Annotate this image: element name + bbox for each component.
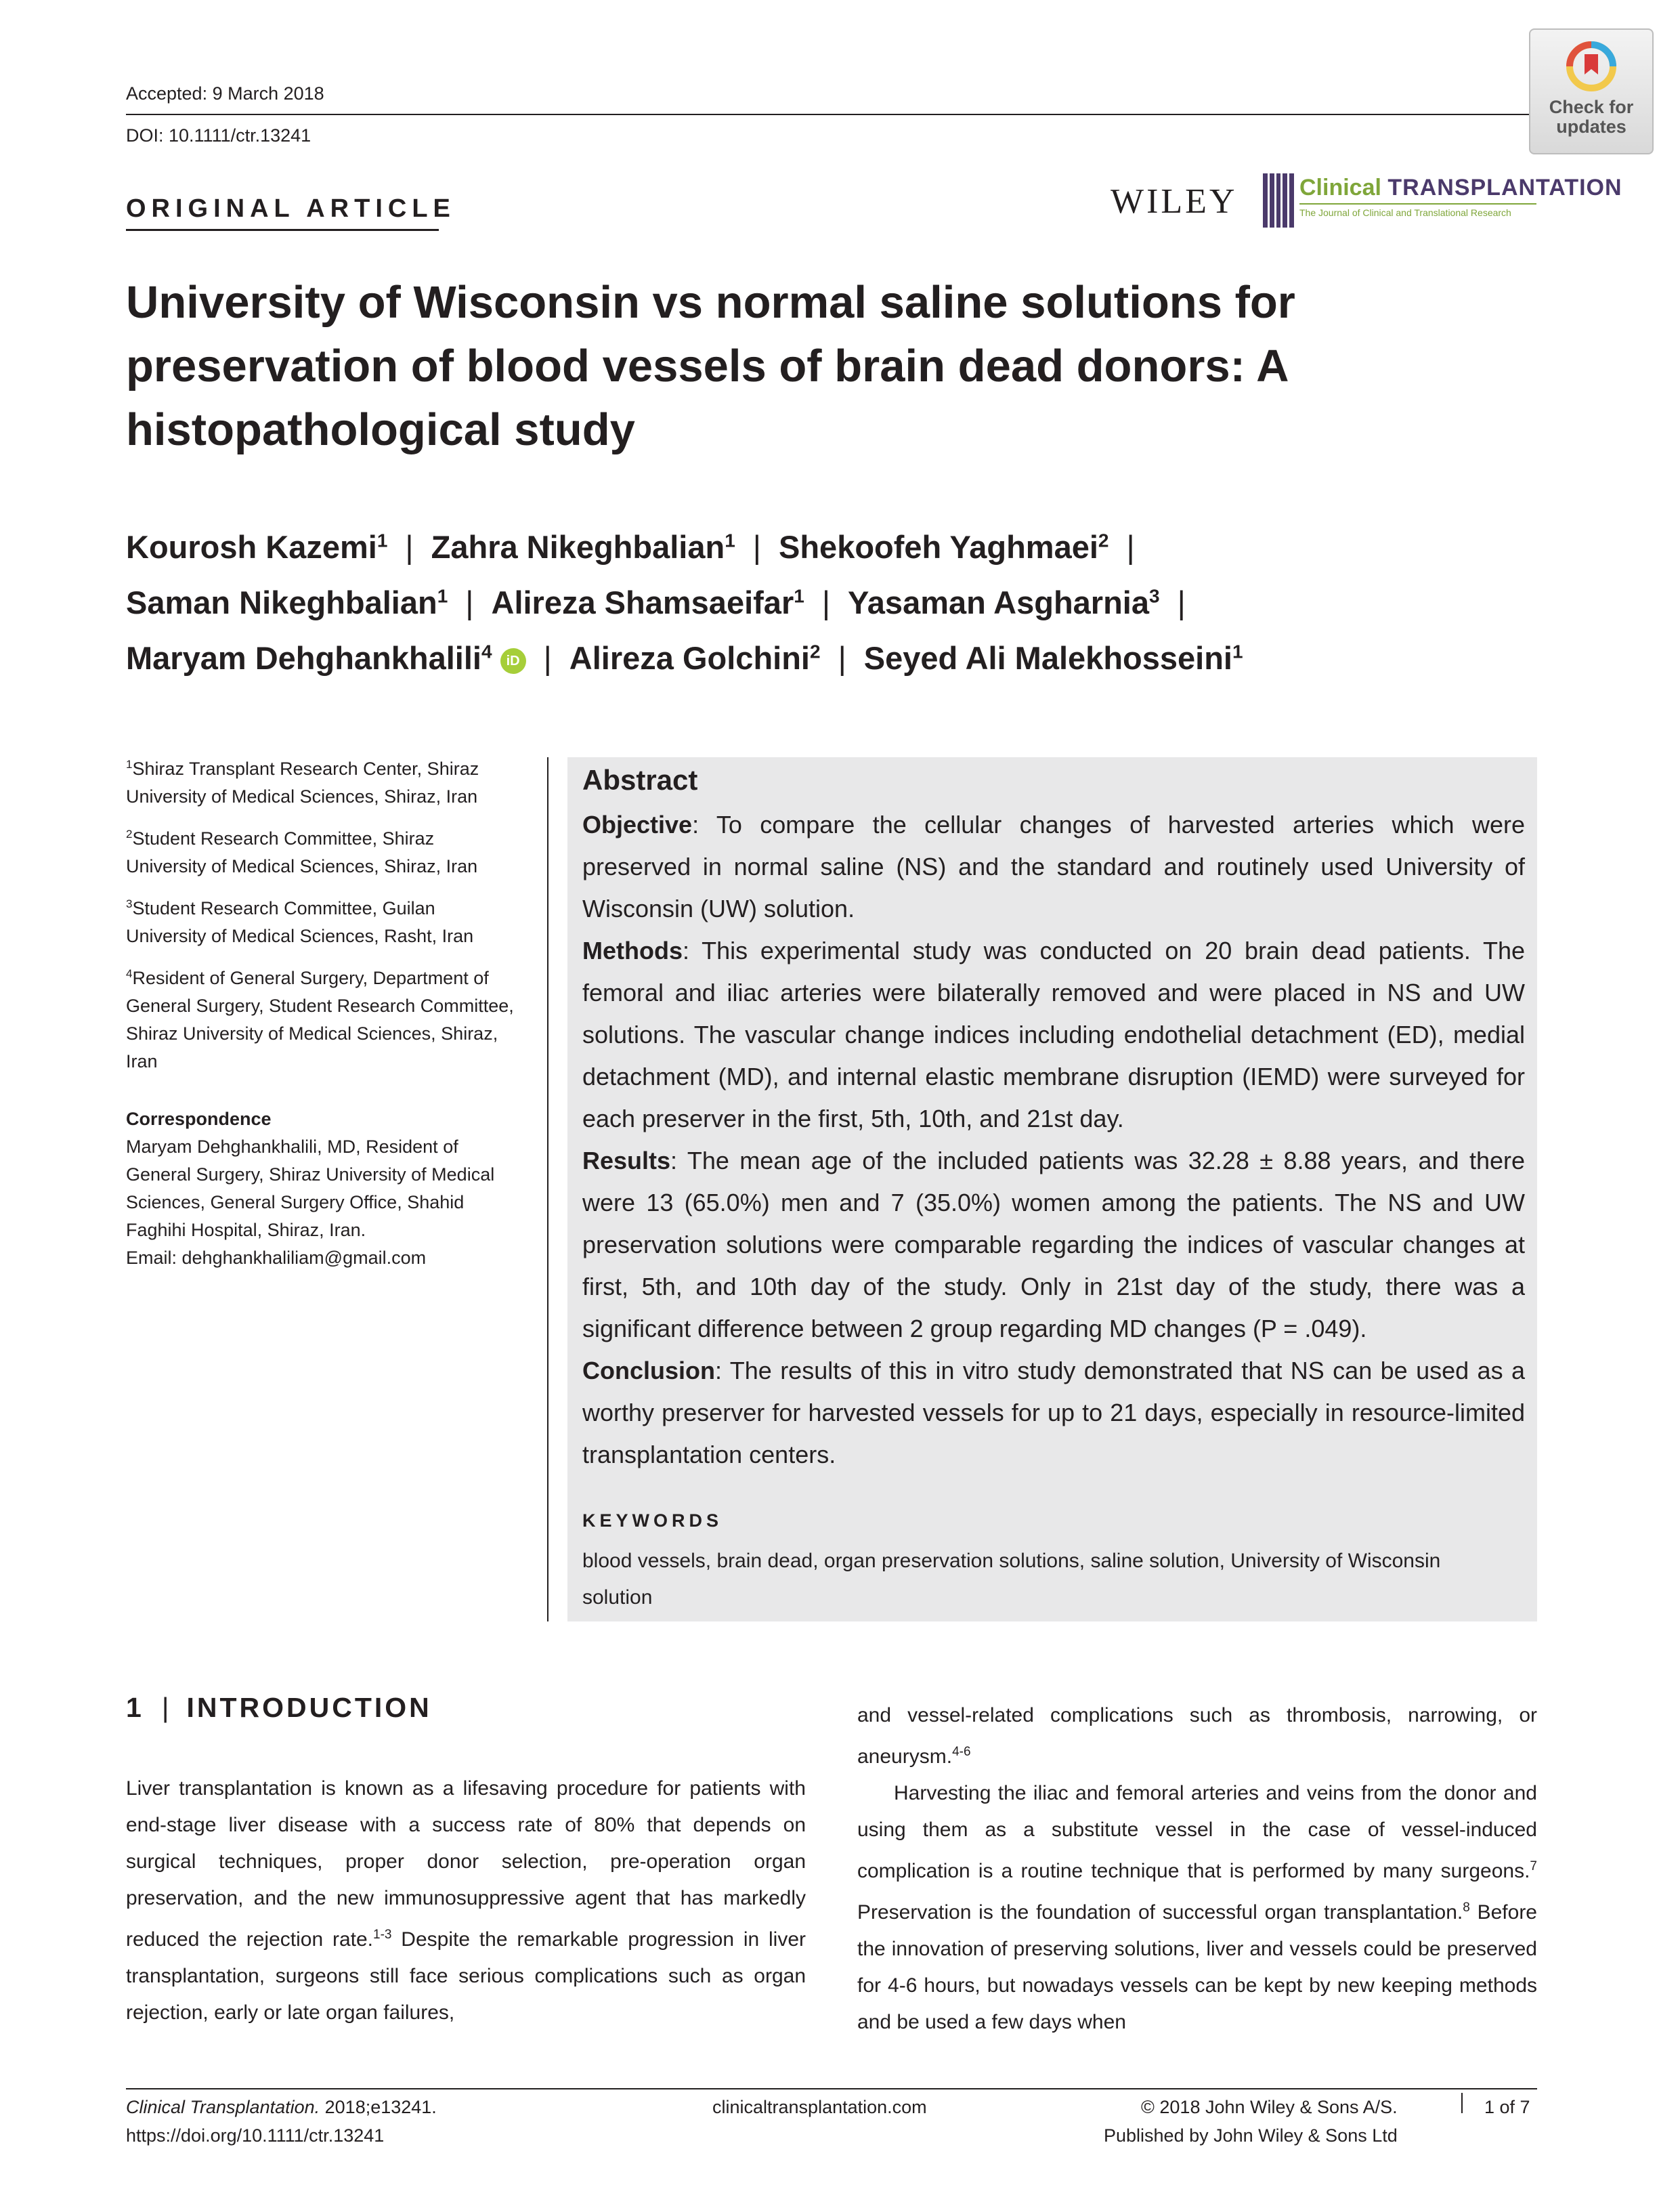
doi: DOI: 10.1111/ctr.13241 (126, 125, 311, 146)
footer-citation: Clinical Transplantation. 2018;e13241. (126, 2097, 437, 2117)
section-heading-introduction: 1 | INTRODUCTION (126, 1692, 432, 1723)
citation-ref[interactable]: 8 (1463, 1901, 1470, 1915)
citation-ref[interactable]: 4-6 (952, 1745, 971, 1759)
header-rule (126, 114, 1537, 115)
check-for-text: Check for (1549, 97, 1634, 117)
intro-right-column (857, 1697, 1537, 2041)
author-name[interactable]: Kourosh Kazemi$^1$ (126, 529, 388, 565)
intro-left-column (126, 1770, 806, 2031)
abstract-body (582, 804, 1525, 1476)
author-name[interactable]: Yasaman Asgharnia$^3$ (848, 585, 1160, 620)
affiliation: $^2$Student Research Committee, Shiraz University of Medical Sciences, Shiraz, Iran (126, 828, 478, 876)
author-name[interactable]: Alireza Shamsaeifar$^1$ (491, 585, 804, 620)
affiliations (126, 750, 519, 1272)
crossmark-icon (1564, 39, 1618, 93)
keywords: blood vessels, brain dead, organ preservation solutions, saline solution, University of Wisconsin solution (582, 1550, 1441, 1609)
affiliation: $^3$Student Research Committee, Guilan University of Medical Sciences, Rasht, Iran (126, 897, 474, 946)
author-line-1: Kourosh Kazemi$^1$ | Zahra Nikeghbalian$^1$ | Shekoofeh Yaghmaei$^2$ | (126, 529, 1135, 565)
publisher-logo: WILEY (1111, 182, 1238, 221)
affiliation: $^4$Resident of General Surgery, Department of General Surgery, Student Research Committee, Shiraz University of Medical Sciences, Shiraz, Iran (126, 967, 514, 1071)
author-name[interactable]: Shekoofeh Yaghmaei$^2$ (779, 529, 1109, 565)
abstract-heading: Abstract (582, 764, 698, 796)
updates-text: updates (1556, 116, 1627, 137)
article-type: ORIGINAL ARTICLE (126, 194, 456, 223)
abstract-methods: Methods: This experimental study was conducted on 20 brain dead patients. The femoral and iliac arteries were bilaterally removed and were placed in NS and UW solutions. The vascular change indices including endothelial detachment (ED), medial detachment (MD), and internal elastic membrane disruption (IEMD) were surveyed for each preserver in the first, 5th, 10th, and 21st day. (582, 937, 1525, 1132)
abstract-results: Results: The mean age of the included patients was 32.28 ± 8.88 years, and there were 13 (65.0%) men and 7 (35.0%) women among the patients. The NS and UW preservation solutions were comparable regarding the indices of vascular changes at first, 5th, and 10th day of the study. Only in 21st day of the study, there was a significant difference between 2 group regarding MD changes (P = .049). (582, 1147, 1525, 1342)
journal-logo-tagline: The Journal of Clinical and Translational Research (1299, 207, 1511, 218)
author-line-2: Saman Nikeghbalian$^1$ | Alireza Shamsaeifar$^1$ | Yasaman Asgharnia$^3$ | (126, 585, 1186, 620)
abstract-conclusion: Conclusion: The results of this in vitro study demonstrated that NS can be used as a worthy preserver for harvested vessels for up to 21 days, especially in resource-limited transplantation centers. (582, 1357, 1525, 1468)
author-name[interactable]: Seyed Ali Malekhosseini$^1$ (863, 640, 1243, 676)
check-for-updates-button[interactable] (1529, 28, 1654, 154)
footer-website-link[interactable]: clinicaltransplantation.com (712, 2097, 927, 2117)
journal-logo-word2: TRANSPLANTATION (1387, 175, 1622, 200)
author-name[interactable]: Maryam Dehghankhalili$^4$ (126, 640, 492, 676)
footer-doi-link[interactable]: https://doi.org/10.1111/ctr.13241 (126, 2125, 385, 2146)
orcid-icon[interactable]: iD (500, 648, 526, 674)
citation-ref[interactable]: 7 (1530, 1859, 1537, 1873)
footer-divider (1461, 2093, 1463, 2113)
affiliation: $^1$Shiraz Transplant Research Center, Shiraz University of Medical Sciences, Shiraz, Iran (126, 758, 479, 807)
correspondence-email[interactable]: Email: dehghankhaliliam@gmail.com (126, 1248, 427, 1268)
correspondence-text: Maryam Dehghankhalili, MD, Resident of General Surgery, Shiraz University of Medical Sciences, General Surgery Office, Shahid Faghihi Hospital, Shiraz, Iran. (126, 1137, 495, 1240)
keywords-heading: KEYWORDS (582, 1510, 723, 1531)
footer-publisher: Published by John Wiley & Sons Ltd (1104, 2125, 1398, 2146)
intro-paragraph: Liver transplantation is known as a lifesaving procedure for patients with end-stage liver disease with a success rate of 80% that depends on surgical techniques, proper donor selection, pre-operation organ preservation, and the new immunosuppressive agent that has markedly reduced the rejection rate.$^{1-3}$ Despite the remarkable progression in liver transplantation, surgeons still face serious complications such as organ rejection, early or late organ failures, (126, 1777, 806, 2024)
journal-logo (1263, 173, 1622, 228)
author-name[interactable]: Zahra Nikeghbalian$^1$ (431, 529, 735, 565)
page-number: 1 of 7 (1484, 2097, 1530, 2117)
journal-logo-word1: Clinical (1299, 175, 1381, 200)
article-type-underline (126, 229, 439, 231)
abstract-objective: Objective: To compare the cellular changes of harvested arteries which were preserved in normal saline (NS) and the standard and routinely used University of Wisconsin (UW) solution. (582, 811, 1525, 922)
correspondence-heading: Correspondence (126, 1109, 272, 1129)
author-line-3: Maryam Dehghankhalili$^4$ iD | Alireza Golchini$^2$ | Seyed Ali Malekhosseini$^1$ (126, 640, 1243, 676)
footer-rule (126, 2088, 1537, 2089)
intro-paragraph: and vessel-related complications such as thrombosis, narrowing, or aneurysm.$^{4-6}$ (857, 1704, 1537, 1768)
author-name[interactable]: Saman Nikeghbalian$^1$ (126, 585, 448, 620)
column-divider (547, 757, 548, 1621)
footer-copyright: © 2018 John Wiley & Sons A/S. (1141, 2097, 1398, 2117)
article-title: University of Wisconsin vs normal saline solutions for preservation of blood vessels of brain dead donors: A histopathological study (126, 277, 1295, 455)
author-name[interactable]: Alireza Golchini$^2$ (569, 640, 821, 676)
citation-ref[interactable]: 1-3 (373, 1928, 392, 1942)
journal-logo-bars (1263, 173, 1294, 228)
accepted-date: Accepted: 9 March 2018 (126, 83, 324, 104)
intro-paragraph: Harvesting the iliac and femoral arteries and veins from the donor and using them as a substitute vessel in the case of vessel-induced complication is a routine technique that is performed by many surgeons.$^7$ Preservation is the foundation of successful organ transplantation.$^8$ Before the innovation of preserving solutions, liver and vessels could be preserved for 4-6 hours, but nowadays vessels can be kept by new keeping methods and be used a few days when (857, 1782, 1537, 2033)
